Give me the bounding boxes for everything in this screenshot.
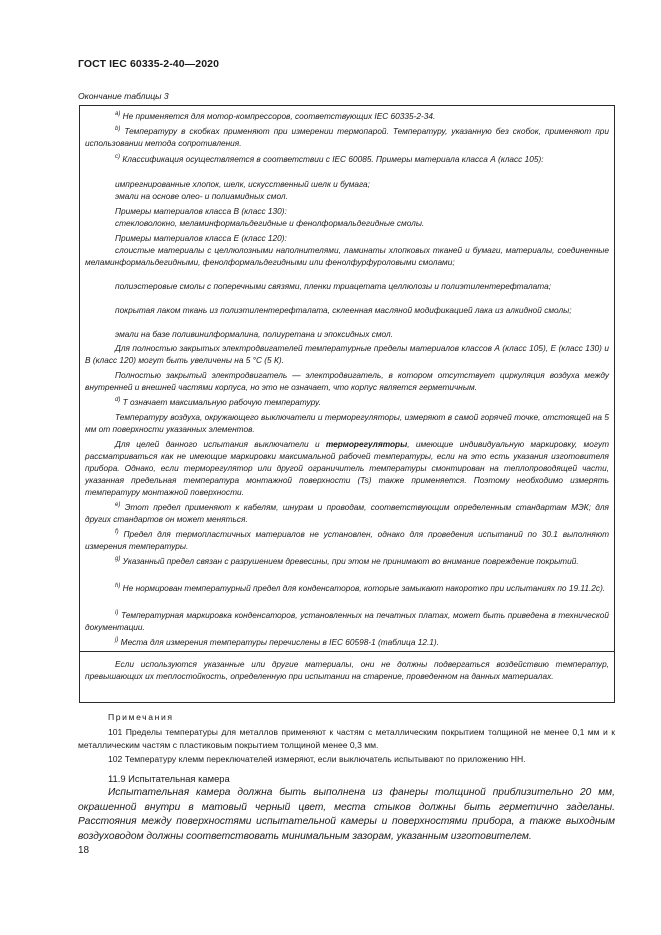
note-d-test-bold: терморегуляторы <box>325 439 408 449</box>
note-c-e2: полиэстеровые смолы с поперечными связями, пленки триацетата целлюлозы и полиэтилентерефталата; <box>115 281 552 291</box>
note-c-a2: эмали на основе олео- и полиамидных смол. <box>115 191 288 201</box>
note-b <box>85 125 609 149</box>
note-c-definition: Полностью закрытый электродвигатель — электродвигатель, в котором отсутствует циркуляция воздуха между внутренней и внешней частями корпуса, но это не означает, что корпус является герметичным. <box>85 370 609 392</box>
note-b-text: Температуру в скобках применяют при измерении термопарой. Температуру, указанную без скобок, применяют при использовании метода сопротивления. <box>85 126 609 148</box>
note-f <box>85 528 609 552</box>
note-h-text: Не нормирован температурный предел для конденсаторов, которые замыкают накоротко при испытаниях по 19.11.2c). <box>122 583 606 593</box>
note-e <box>85 501 609 525</box>
note-b-mark: b) <box>115 126 121 133</box>
remarks-title: Примечания <box>108 712 174 722</box>
note-c-e4: эмали на базе поливинилформалина, полиуретана и эпоксидных смол. <box>115 329 393 339</box>
note-a-mark: а) <box>115 111 121 118</box>
note-i-text: Температурная маркировка конденсаторов, установленных на печатных платах, может быть приведена в технической документации. <box>85 610 609 632</box>
note-d-test-post: , имеющие индивидуальную маркировку, могут рассматриваться как не имеющие маркировки максимальной рабочей температуры, если на это есть указания изготовителя прибора. Однако, если терморегулятор или другой ограничитель температуры смонтирован на теплопроводящей части, указанная предельная температура монтажной поверхности (Ts) также применяется. Поэтому необходимо измерять температуру монтажной поверхности. <box>85 439 610 497</box>
note-c <box>85 153 609 165</box>
page-number: 18 <box>78 845 90 856</box>
note-c-a1: импрегнированные хлопок, шелк, искусственный шелк и бумага; <box>115 179 370 189</box>
note-a-text: $^{а)}$ Не применяется для мотор-компрессоров, соответствующих IEC 60335-2-34. <box>115 111 436 121</box>
note-e-mark: e) <box>115 502 121 509</box>
table-divider <box>80 651 614 652</box>
note-h <box>85 582 609 594</box>
note-f-text: Предел для термопластичных материалов не установлен, однако для проведения испытаний по 30.1 выполняют измерения температуры. <box>85 529 609 551</box>
note-a <box>85 110 609 122</box>
note-d-test-pre: Для целей данного испытания выключатели и <box>115 439 326 449</box>
note-c-e3: покрытая лаком ткань из полиэтилентерефталата, склеенная масляной модификацией лака из алкидной смолы; <box>115 305 572 315</box>
standard-code-header: ГОСТ IEC 60335-2-40—2020 <box>78 58 220 70</box>
note-i-mark: i) <box>115 610 119 617</box>
note-d-test <box>85 438 609 498</box>
note-j-mark: j) <box>115 637 119 644</box>
note-c-e-title: Примеры материалов класса Е (класс 120): <box>115 233 287 243</box>
remark-102: 102 Температуру клемм переключателей измеряют, если выключатель испытывают по приложению НН. <box>108 754 526 764</box>
section-title: 11.9 Испытательная камера <box>108 773 230 784</box>
note-d <box>85 396 609 408</box>
note-d-air: Температуру воздуха, окружающего выключатели и терморегуляторы, измеряют в самой горячей точке, отстоящей на 5 мм от поверхности указанных элементов. <box>85 412 609 434</box>
note-j <box>85 636 609 648</box>
note-c-e1: слоистые материалы с целлюлозными наполнителями, ламинаты хлопковых тканей и бумаги, материалы, соединенные меламинформальдегидными, фенолформальдегидными или фенолфурфуроловыми смолами; <box>85 245 609 267</box>
table-footer-note: Если используются указанные или другие материалы, они не должны подвергаться воздействию температур, превышающих их теплостойкость, определенную при испытании на старение, проведенном на данных материалах. <box>85 659 609 681</box>
note-d-text: Т означает максимальную рабочую температуру. <box>122 397 321 407</box>
note-g-mark: g) <box>115 556 121 563</box>
note-g <box>85 555 609 567</box>
note-c-mark: c) <box>115 154 120 161</box>
note-g-text: Указанный предел связан с разрушением древесины, при этом не принимают во внимание повреждение покрытий. <box>122 556 579 566</box>
note-c-b-title: Примеры материалов класса В (класс 130): <box>115 206 287 216</box>
note-j-text: Места для измерения температуры перечислены в IEC 60598-1 (таблица 12.1). <box>120 637 439 647</box>
note-i <box>85 609 609 633</box>
remark-101: 101 Пределы температуры для металлов применяют к частям с металлическим покрытием толщиной не менее 0,1 мм и к металлическим частям с пластиковым покрытием толщиной менее 0,3 мм. <box>78 727 615 750</box>
note-e-text: Этот предел применяют к кабелям, шнурам и проводам, соответствующим определенным стандартам МЭК; для других стандартов он может меняться. <box>85 502 609 524</box>
note-h-mark: h) <box>115 583 121 590</box>
note-d-mark: d) <box>115 397 121 404</box>
note-c-b1: стекловолокно, меламинформальдегидные и фенолформальдегидные смолы. <box>115 218 425 228</box>
section-text: Испытательная камера должна быть выполнена из фанеры толщиной приблизительно 20 мм, окрашенной внутри в матовый черный цвет, места стыков должны быть герметично заделаны. Расстояния между поверхностями испытательной камеры и поверхностями прибора, а также выходным воздуховодом должны соответствовать минимальным зазорам, указанным изготовителем. <box>78 787 615 842</box>
table-caption: Окончание таблицы 3 <box>78 91 169 101</box>
note-c-closed: Для полностью закрытых электродвигателей температурные пределы материалов классов А (класс 105), Е (класс 130) и В (класс 120) могут быть увеличены на 5 °С (5 К). <box>85 343 609 365</box>
note-f-mark: f) <box>115 529 119 536</box>
note-c-text: Классификация осуществляется в соответствии с IEC 60085. Примеры материала класса А (класс 105): <box>122 154 544 164</box>
